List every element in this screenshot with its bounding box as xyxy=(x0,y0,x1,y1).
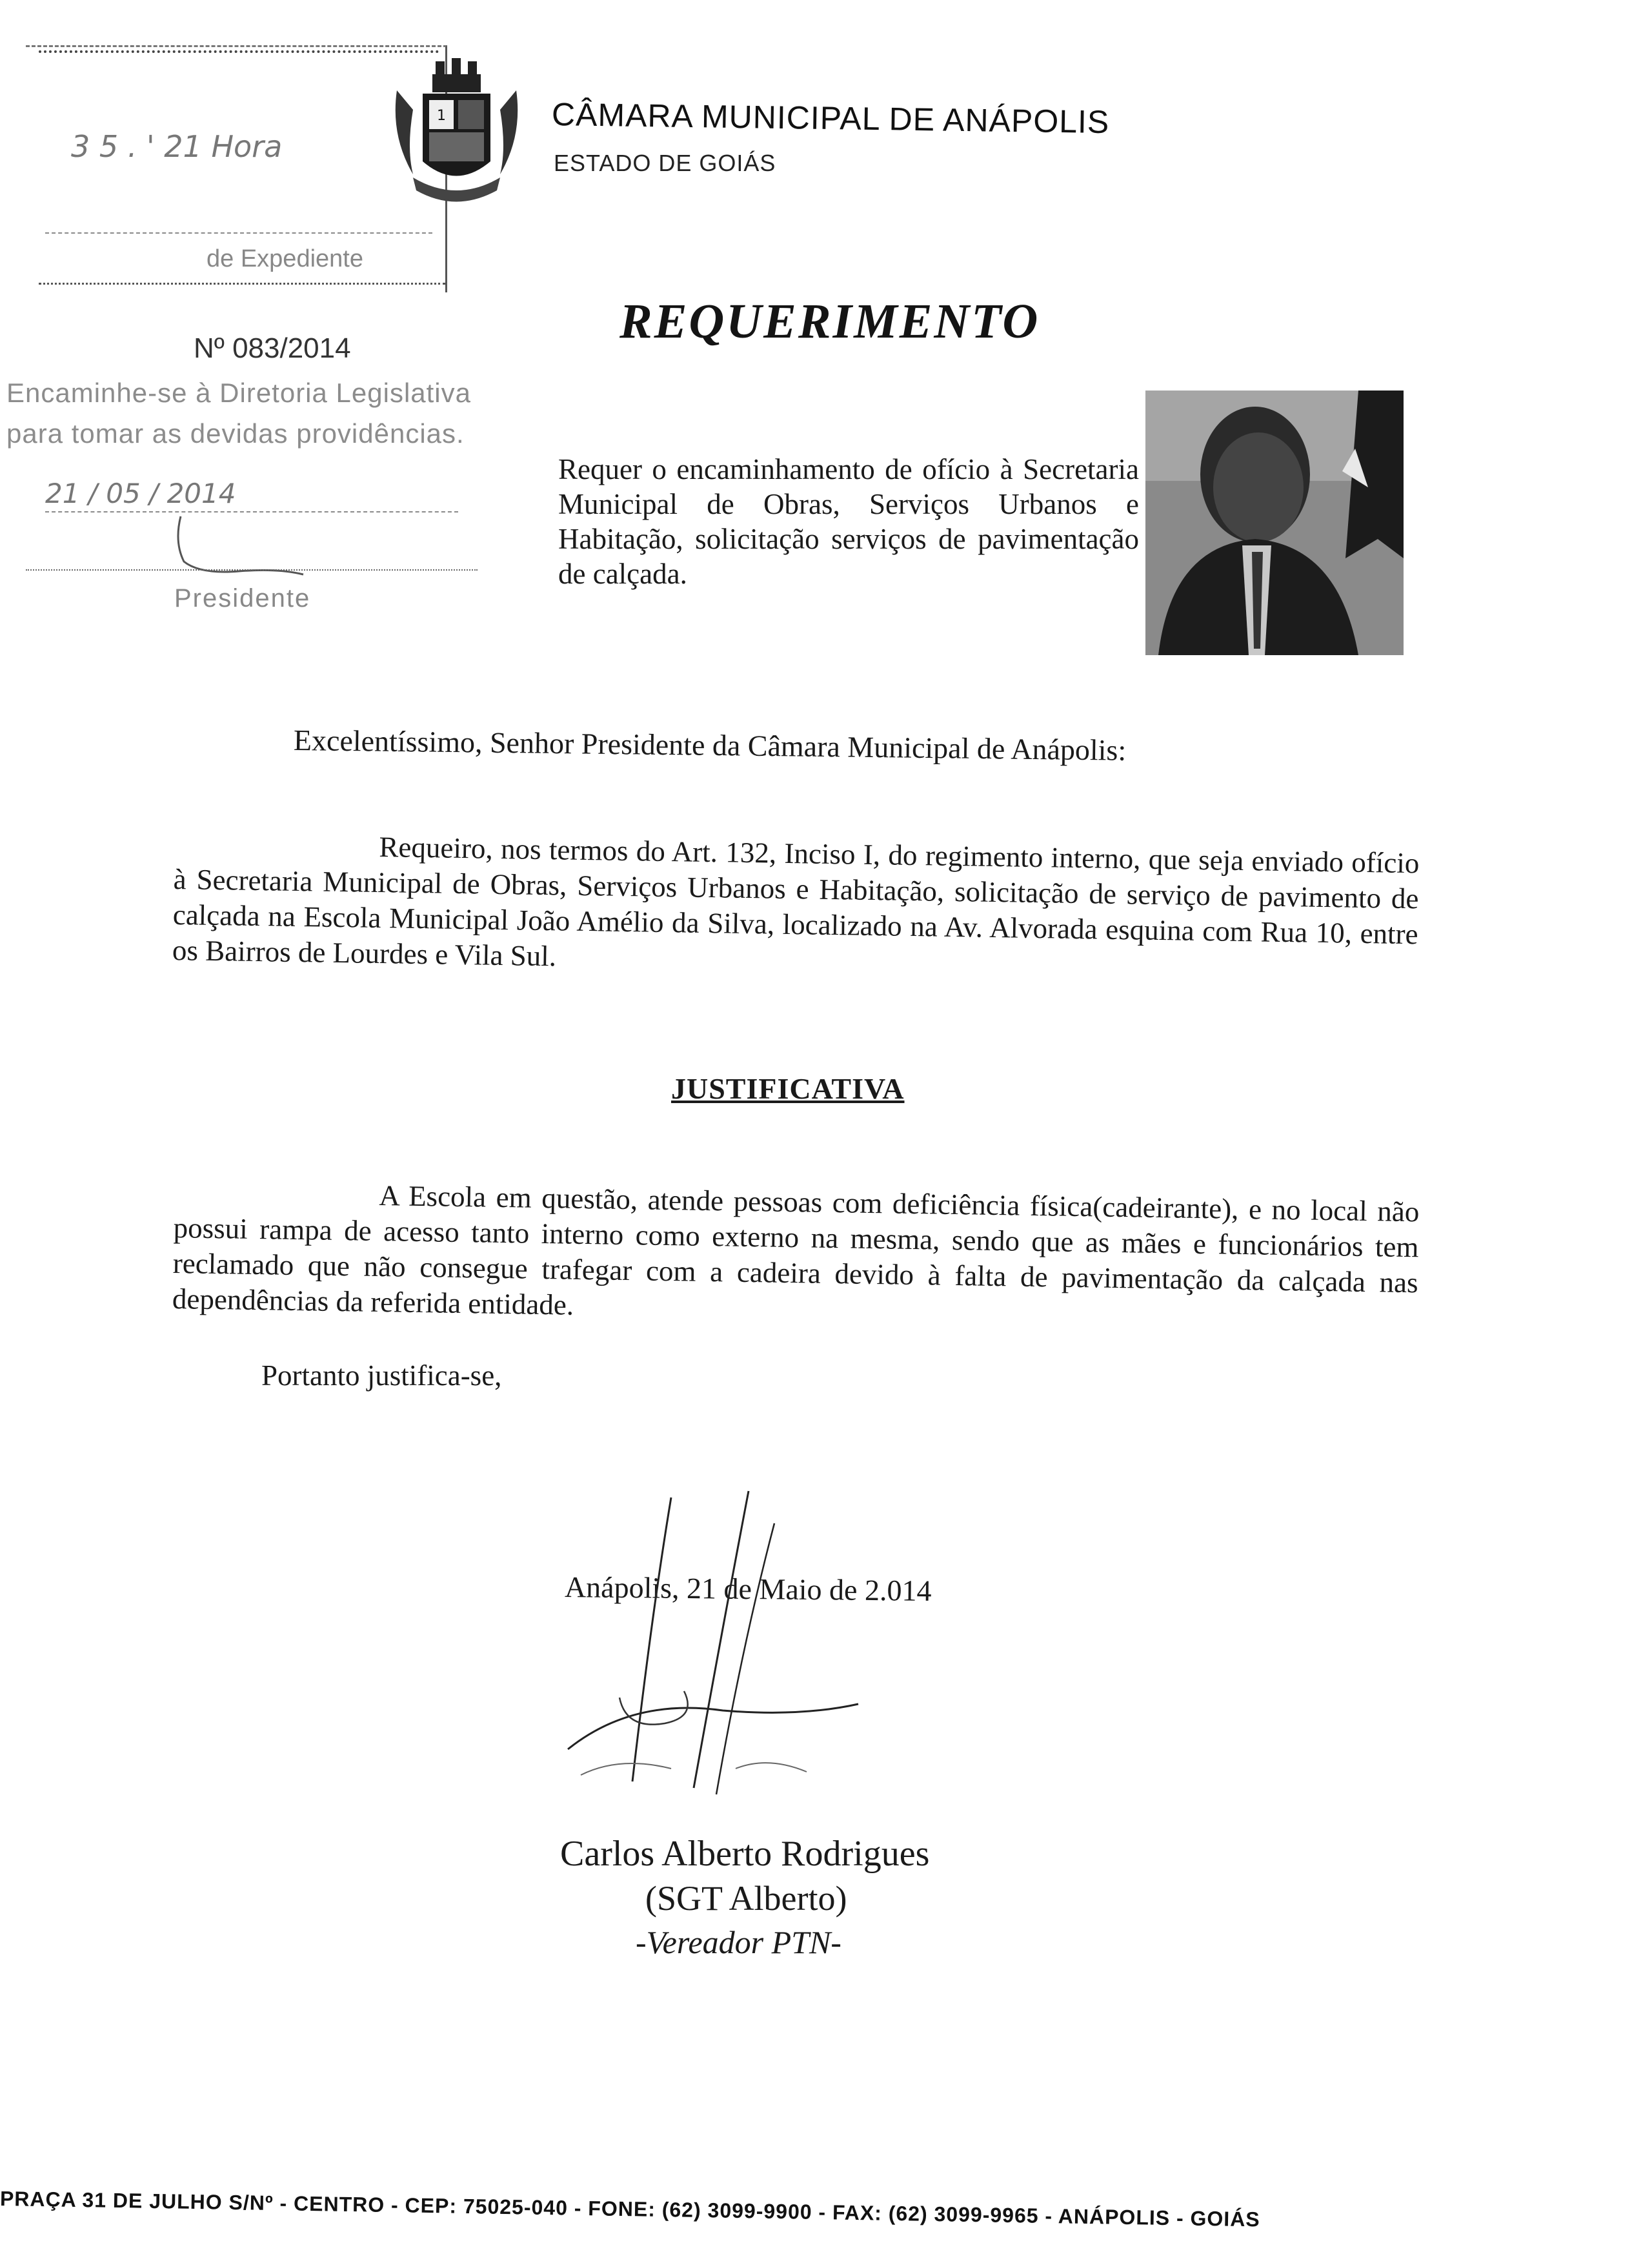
footer-address: PRAÇA 31 DE JULHO S/Nº - CENTRO - CEP: 75025-040 - FONE: (62) 3099-9900 - FAX: (62) 3099-9965 - ANÁPOLIS - GOIÁS xyxy=(0,2187,1260,2231)
institution-state: ESTADO DE GOIÁS xyxy=(554,150,776,176)
protocol-number: Nº 083/2014 xyxy=(194,332,351,364)
stamp-handwritten-date: 3 5 . ' 21 Hora xyxy=(71,129,283,164)
stamp-bottom-border xyxy=(39,283,445,285)
institution-name: CÂMARA MUNICIPAL DE ANÁPOLIS xyxy=(551,96,1110,141)
justification-heading: JUSTIFICATIVA xyxy=(671,1072,905,1105)
signer-name: Carlos Alberto Rodrigues xyxy=(560,1834,930,1874)
signer-role: -Vereador PTN- xyxy=(636,1924,841,1960)
justification-paragraph: A Escola em questão, atende pessoas com deficiência física(cadeirante), e no local não possui rampa de acesso tanto interno como externo na mesma, sendo que as mães e funcionários tem reclamado que não consegue trafegar com a cadeira devido à falta de pavimentação da calçada nas dependências da referida entidade. xyxy=(172,1179,1420,1321)
stamp-expedient-label: de Expediente xyxy=(206,245,363,272)
salutation: Excelentíssimo, Senhor Presidente da Câmara Municipal de Anápolis: xyxy=(293,724,1127,767)
stamp-line xyxy=(45,232,432,234)
svg-text:1: 1 xyxy=(437,108,446,124)
president-label: Presidente xyxy=(174,584,311,613)
president-signature-line xyxy=(26,569,478,571)
request-summary: Requer o encaminhamento de ofício à Secretaria Municipal de Obras, Serviços Urbanos e Habitação, solicitação serviços de pavimentação de calçada. xyxy=(558,453,1139,590)
document-title: REQUERIMENTO xyxy=(620,294,1040,349)
dispatch-text-line2: para tomar as devidas providências. xyxy=(6,418,465,449)
closing-line: Portanto justifica-se, xyxy=(261,1359,502,1392)
stamp-top-border xyxy=(39,50,439,53)
councillor-signature xyxy=(555,1485,916,1820)
request-paragraph: Requeiro, nos termos do Art. 132, Inciso I, do regimento interno, que seja enviado ofício à Secretaria Municipal de Obras, Serviços Urbanos e Habitação, solicitação de serviço de pavimento de calçada na Escola Municipal João Amélio da Silva, localizado na Av. Alvorada esquina com Rua 10, entre os Bairros de Lourdes e Vila Sul. xyxy=(172,830,1420,972)
dispatch-date: 21 / 05 / 2014 xyxy=(45,478,236,509)
signer-nickname: (SGT Alberto) xyxy=(645,1879,847,1918)
dispatch-text-line1: Encaminhe-se à Diretoria Legislativa xyxy=(6,378,471,408)
place-and-date: Anápolis, 21 de Maio de 2.014 xyxy=(564,1570,932,1607)
municipal-crest-icon xyxy=(387,52,526,219)
councillor-photo xyxy=(1145,391,1404,655)
